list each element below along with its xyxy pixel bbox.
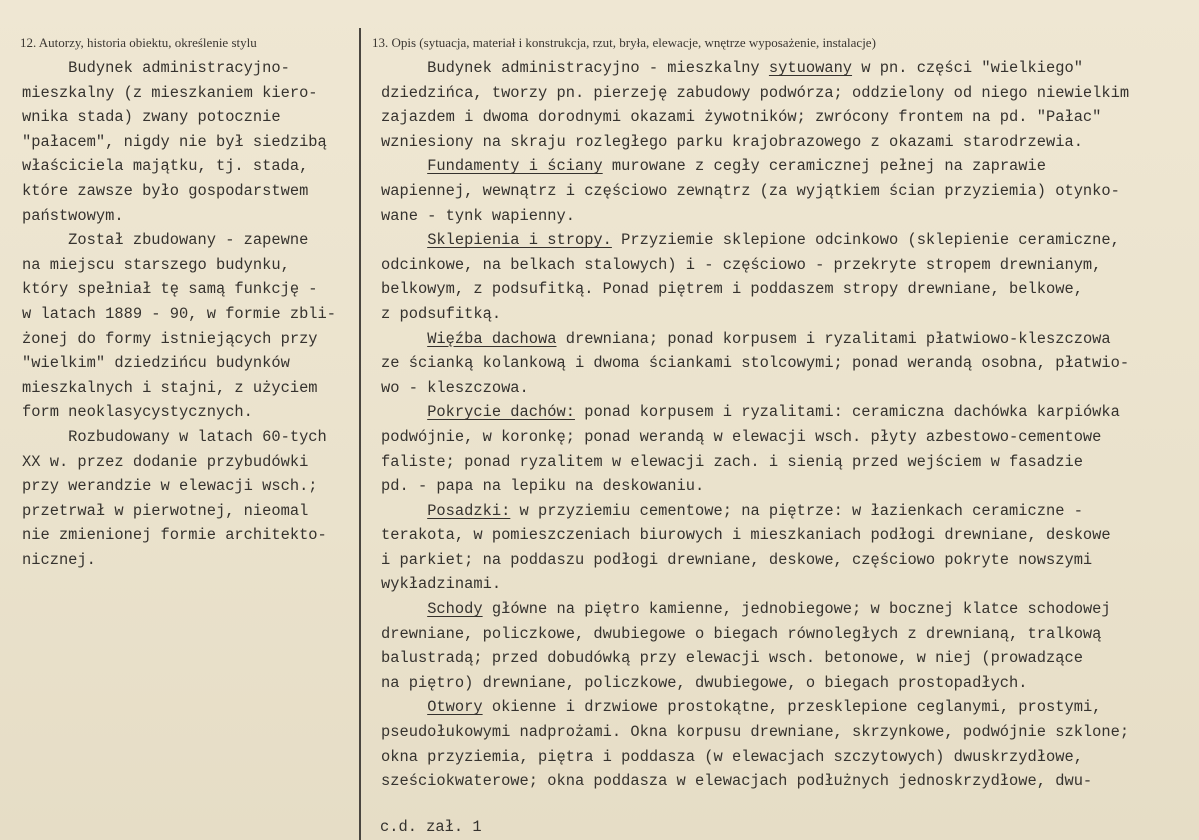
- description-line: [381, 622, 1129, 647]
- text-segment: [381, 600, 427, 618]
- underlined-term: Posadzki:: [427, 501, 511, 520]
- continuation-note: c.d. zał. 1: [380, 818, 482, 836]
- underlined-term: Otwory: [427, 698, 483, 717]
- text-segment: główne na piętro kamienne, jednobiegowe; w bocznej klatce schodowej: [482, 600, 1111, 619]
- history-line: [22, 499, 336, 524]
- underlined-term: Fundamenty i ściany: [427, 157, 603, 176]
- text-segment: drewniana; ponad korpusem i ryzalitami płatwiowo-kleszczowa: [556, 329, 1111, 348]
- text-segment: na miejscu starszego budynku,: [22, 255, 290, 274]
- description-line: [381, 105, 1129, 130]
- history-line: [22, 154, 336, 179]
- description-line: [381, 56, 1129, 81]
- text-segment: i parkiet; na poddaszu podłogi drewniane, deskowe, częściowo pokryte nowszymi: [381, 550, 1093, 569]
- text-segment: XX w. przez dodanie przybudówki: [22, 452, 309, 471]
- text-segment: z podsufitką.: [381, 304, 502, 323]
- history-line: [22, 253, 336, 278]
- text-segment: sześciokwaterowe; okna poddasza w elewacjach podłużnych jednoskrzydłowe, dwu-: [381, 772, 1093, 791]
- text-segment: przetrwał w pierwotnej, nieomal: [22, 501, 309, 520]
- text-segment: który spełniał tę samą funkcję -: [22, 280, 318, 299]
- text-segment: państwowym.: [22, 206, 124, 225]
- history-column: [22, 56, 336, 572]
- text-segment: [381, 330, 427, 348]
- text-segment: nicznej.: [22, 550, 96, 569]
- history-line: [22, 327, 336, 352]
- text-segment: ponad korpusem i ryzalitami: ceramiczna dachówka karpiówka: [574, 403, 1120, 422]
- text-segment: dziedzińca, tworzy pn. pierzeję zabudowy podwórza; oddzielony od niego niewielkim: [381, 83, 1130, 102]
- description-line: [381, 523, 1129, 548]
- text-segment: wapiennej, wewnątrz i częściowo zewnątrz (za wyjątkiem ścian przyziemia) otynko-: [381, 181, 1120, 200]
- text-segment: okienne i drzwiowe prostokątne, przesklepione ceglanymi, prostymi,: [482, 698, 1102, 717]
- description-line: [381, 572, 1129, 597]
- history-line: [22, 400, 336, 425]
- text-segment: okna przyziemia, piętra i poddasza (w elewacjach szczytowych) dwuskrzydłowe,: [381, 747, 1083, 766]
- text-segment: [381, 502, 427, 520]
- text-segment: na piętro) drewniane, policzkowe, dwubiegowe, o biegach prostopadłych.: [381, 673, 1028, 692]
- description-line: [381, 277, 1129, 302]
- text-segment: wzniesiony na skraju rozległego parku krajobrazowego z okazami starodrzewia.: [381, 132, 1083, 151]
- description-line: [381, 474, 1129, 499]
- section-13-header: 13. Opis (sytuacja, materiał i konstrukcja, rzut, bryła, elewacje, wnętrze wyposażenie, instalacje): [372, 35, 876, 50]
- history-line: [22, 179, 336, 204]
- text-segment: belkowym, z podsufitką. Ponad piętrem i poddaszem stropy drewniane, belkowe,: [381, 280, 1083, 299]
- description-line: [381, 597, 1129, 622]
- text-segment: murowane z cegły ceramicznej pełnej na zaprawie: [602, 157, 1046, 176]
- description-line: [381, 228, 1129, 253]
- text-segment: mieszkalnych i stajni, z użyciem: [22, 378, 318, 397]
- description-column: [381, 56, 1129, 794]
- text-segment: zajazdem i dwoma dorodnymi okazami żywotników; zwrócony frontem na pd. "Pałac": [381, 108, 1102, 127]
- text-segment: przy werandzie w elewacji wsch.;: [22, 477, 318, 496]
- text-segment: ze ścianką kolankową i dwoma ściankami stolcowymi; ponad werandą osobna, płatwio-: [381, 354, 1130, 373]
- history-line: [22, 105, 336, 130]
- column-divider: [359, 28, 361, 840]
- description-line: [381, 81, 1129, 106]
- description-line: [381, 450, 1129, 475]
- description-line: [381, 376, 1129, 401]
- text-segment: "pałacem", nigdy nie był siedzibą: [22, 132, 327, 151]
- description-line: [381, 253, 1129, 278]
- description-line: [381, 499, 1129, 524]
- history-line: [22, 523, 336, 548]
- description-line: [381, 327, 1129, 352]
- text-segment: wane - tynk wapienny.: [381, 206, 575, 225]
- text-segment: które zawsze było gospodarstwem: [22, 181, 309, 200]
- text-segment: podwójnie, w koronkę; ponad werandą w elewacji wsch. płyty azbestowo-cementowe: [381, 427, 1102, 446]
- text-segment: Przyziemie sklepione odcinkowo (sklepienie ceramiczne,: [611, 231, 1120, 250]
- section-12-header: 12. Autorzy, historia obiektu, określenie stylu: [20, 35, 257, 50]
- text-segment: form neoklasycystycznych.: [22, 403, 253, 422]
- text-segment: terakota, w pomieszczeniach biurowych i mieszkaniach podłogi drewniane, deskowe: [381, 526, 1111, 545]
- text-segment: Został zbudowany - zapewne: [22, 231, 309, 250]
- history-line: [22, 302, 336, 327]
- text-segment: właściciela majątku, tj. stada,: [22, 157, 309, 176]
- text-segment: "wielkim" dziedzińcu budynków: [22, 354, 290, 373]
- history-line: [22, 204, 336, 229]
- description-line: [381, 351, 1129, 376]
- history-line: [22, 548, 336, 573]
- history-line: [22, 130, 336, 155]
- history-line: [22, 376, 336, 401]
- history-line: [22, 81, 336, 106]
- text-segment: wykładzinami.: [381, 575, 502, 594]
- underlined-term: sytuowany: [768, 59, 853, 77]
- text-segment: [381, 403, 427, 421]
- text-segment: Budynek administracyjno-: [22, 59, 290, 77]
- text-segment: w przyziemiu cementowe; na piętrze: w łazienkach ceramiczne -: [510, 501, 1083, 520]
- text-segment: balustradą; przed dobudówką przy elewacji wsch. betonowe, w niej (prowadzące: [381, 649, 1083, 668]
- description-line: [381, 154, 1129, 179]
- text-segment: drewniane, policzkowe, dwubiegowe o biegach równoległych z drewnianą, tralkową: [381, 624, 1102, 643]
- description-line: [381, 130, 1129, 155]
- text-segment: mieszkalny (z mieszkaniem kiero-: [22, 83, 318, 102]
- description-line: [381, 720, 1129, 745]
- text-segment: Rozbudowany w latach 60-tych: [22, 427, 327, 446]
- description-line: [381, 745, 1129, 770]
- text-segment: pseudołukowymi nadprożami. Okna korpusu drewniane, skrzynkowe, podwójnie szklone;: [381, 723, 1130, 742]
- text-segment: wnika stada) zwany potocznie: [22, 108, 281, 127]
- text-segment: Budynek administracyjno - mieszkalny: [381, 59, 769, 77]
- history-line: [22, 228, 336, 253]
- text-segment: pd. - papa na lepiku na deskowaniu.: [381, 477, 705, 496]
- text-segment: wo - kleszczowa.: [381, 378, 529, 397]
- description-line: [381, 695, 1129, 720]
- description-line: [381, 646, 1129, 671]
- text-segment: faliste; ponad ryzalitem w elewacji zach. i sienią przed wejściem w fasadzie: [381, 452, 1083, 471]
- description-line: [381, 548, 1129, 573]
- description-line: [381, 204, 1129, 229]
- underlined-term: Sklepienia i stropy.: [427, 231, 612, 250]
- text-segment: [381, 698, 427, 716]
- text-segment: żonej do formy istniejących przy: [22, 329, 318, 348]
- description-line: [381, 425, 1129, 450]
- description-line: [381, 769, 1129, 794]
- underlined-term: Pokrycie dachów:: [427, 403, 575, 422]
- text-segment: [381, 231, 427, 249]
- history-line: [22, 450, 336, 475]
- underlined-term: Schody: [427, 600, 483, 619]
- description-line: [381, 302, 1129, 327]
- description-line: [381, 671, 1129, 696]
- history-line: [22, 425, 336, 450]
- history-line: [22, 56, 336, 81]
- text-segment: nie zmienionej formie architekto-: [22, 526, 327, 545]
- text-segment: w pn. części "wielkiego": [852, 59, 1083, 77]
- underlined-term: Więźba dachowa: [427, 329, 557, 348]
- history-line: [22, 351, 336, 376]
- text-segment: w latach 1889 - 90, w formie zbli-: [22, 304, 337, 323]
- text-segment: odcinkowe, na belkach stalowych) i - częściowo - przekryte stropem drewnianym,: [381, 255, 1102, 274]
- description-line: [381, 400, 1129, 425]
- description-line: [381, 179, 1129, 204]
- history-line: [22, 277, 336, 302]
- text-segment: [381, 157, 427, 175]
- history-line: [22, 474, 336, 499]
